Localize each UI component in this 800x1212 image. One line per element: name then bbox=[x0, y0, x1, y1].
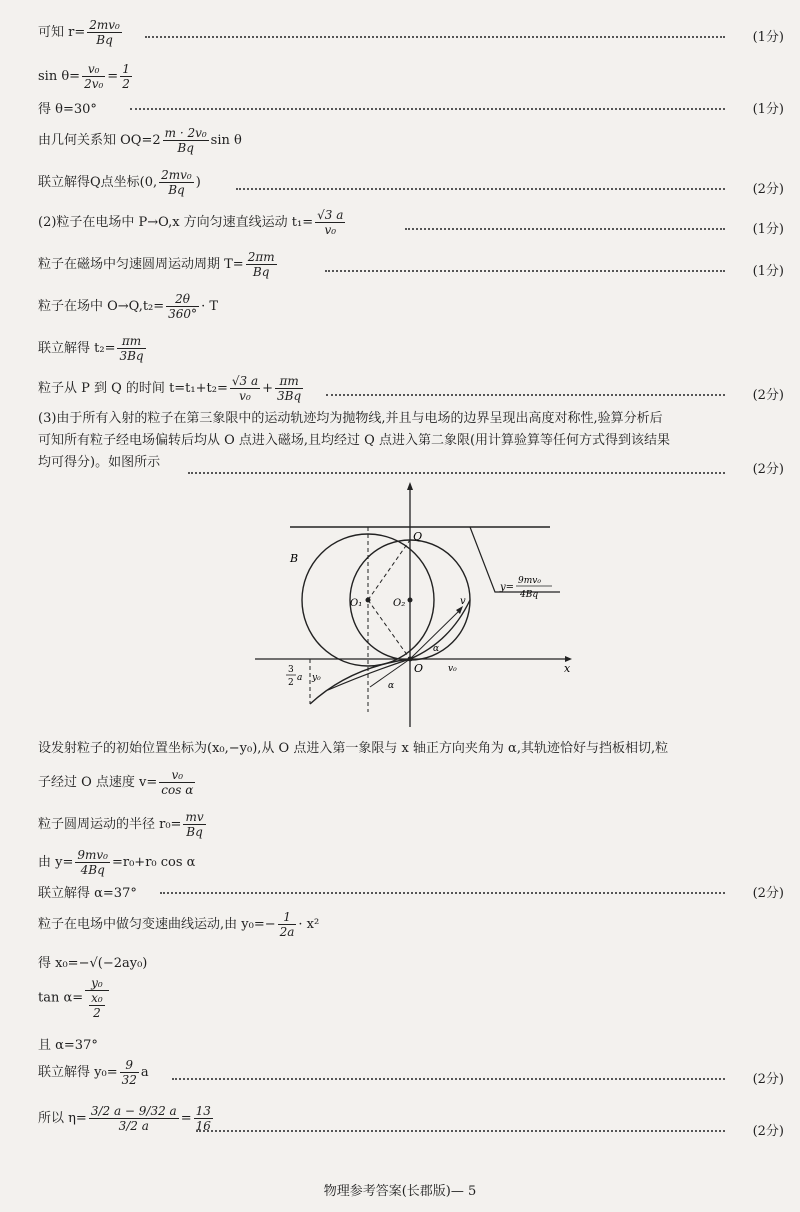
score-mark: (1分) bbox=[752, 102, 784, 117]
answer-line-t2: 联立解得 t₂= $\frac{\pi m}{3Bq}$ bbox=[38, 334, 144, 363]
label-alpha-bottom: α bbox=[388, 681, 395, 691]
dashed-radius-q bbox=[368, 540, 410, 600]
part3-row1: (3)由于所有入射的粒子在第三象限中的运动轨迹均为抛物线,并且与电场的边界呈现出高度对称性,验算分析后 bbox=[38, 411, 663, 426]
answer-line-eta: 所以 η= $\frac{3/2 a - 9/32 a}{3/2 a}$ = $\frac{13}{16}$ bbox=[38, 1104, 211, 1133]
answer-line-parabola: 粒子在电场中做匀变速曲线运动,由 y₀=− $\frac{1}{2a}$ · x² bbox=[38, 910, 320, 939]
answer-line-r0: 粒子圆周运动的半径 r₀= $\frac{mv}{Bq}$ bbox=[38, 810, 204, 839]
fraction: $\frac{13}{16}$ bbox=[195, 1104, 211, 1133]
leader-dots bbox=[130, 108, 725, 110]
fraction: $\frac{\text{v₀}}{\text{cos α}}$ bbox=[161, 768, 194, 797]
nested-fraction: x₀ 2 bbox=[91, 991, 103, 1020]
answer-line-alpha: 联立解得 α=37° bbox=[38, 886, 137, 901]
answer-line-radius: 可知 r= $\frac{\text{2mv₀}}{Bq}$ bbox=[38, 18, 120, 47]
leader-dots bbox=[196, 1130, 725, 1132]
fraction: $\frac{\text{9mv₀}}{4Bq}$ bbox=[77, 848, 108, 877]
answer-line-x0: 得 x₀=−√(−2ay₀) bbox=[38, 956, 148, 971]
setup-row1: 设发射粒子的初始位置坐标为(x₀,−y₀),从 O 点进入第一象限与 x 轴正方向夹角为 α,其轨迹恰好与挡板相切,粒 bbox=[38, 741, 669, 756]
fraction: $\frac{mv}{Bq}$ bbox=[185, 810, 204, 839]
fraction: $\frac{√3 a}{\text{v₀}}$ bbox=[231, 374, 259, 403]
label-o2: O₂ bbox=[393, 598, 406, 609]
score-mark: (2分) bbox=[752, 1072, 784, 1087]
fraction: $\frac{2\theta}{360^\circ}$ bbox=[168, 292, 198, 321]
leader-dots bbox=[188, 472, 725, 474]
fraction: $\frac{\text{m · 2v₀}}{Bq}$ bbox=[164, 126, 207, 155]
answer-line-q-coord: 联立解得Q点坐标(0, $\frac{\text{2mv₀}}{Bq}$ ) bbox=[38, 168, 201, 197]
fraction: $\frac{\text{v₀}}{\text{2v₀}}$ bbox=[84, 62, 104, 91]
label-y0: y₀ bbox=[312, 673, 321, 683]
answer-line-sin: sin θ= $\frac{\text{v₀}}{\text{2v₀}}$ = $\frac{1}{2}$ bbox=[38, 62, 130, 91]
trajectory-diagram bbox=[250, 482, 580, 732]
label-y-den: 4Bq bbox=[520, 590, 539, 600]
score-mark: (2分) bbox=[752, 388, 784, 403]
leader-dots bbox=[160, 892, 725, 894]
answer-line-y0: 联立解得 y₀= $\frac{9}{32}$ a bbox=[38, 1058, 149, 1087]
parabola-2 bbox=[328, 659, 410, 690]
part3-row3: 均可得分)。如图所示 bbox=[38, 455, 161, 470]
answer-line-y: 由 y= $\frac{\text{9mv₀}}{4Bq}$ =r₀+r₀ cos α bbox=[38, 848, 196, 877]
center-o1 bbox=[366, 598, 371, 603]
fraction: y₀ x₀ 2 bbox=[85, 976, 109, 1020]
leader-dots bbox=[172, 1078, 725, 1080]
label-left-num: 3 bbox=[288, 665, 294, 675]
fraction: $\frac{2\pi m}{Bq}$ bbox=[247, 250, 275, 279]
score-mark: (1分) bbox=[752, 264, 784, 279]
fraction: $\frac{\pi m}{3Bq}$ bbox=[119, 334, 144, 363]
score-mark: (2分) bbox=[752, 462, 784, 477]
fraction: $\frac{3/2 a - 9/32 a}{3/2 a}$ bbox=[90, 1104, 177, 1133]
part3-paragraph bbox=[38, 408, 784, 474]
label-y-eq: y= bbox=[500, 582, 515, 593]
leader-dots bbox=[145, 36, 725, 38]
fraction: $\frac{1}{2}$ bbox=[122, 62, 130, 91]
label-o1: O₁ bbox=[350, 598, 363, 609]
score-mark: (2分) bbox=[752, 886, 784, 901]
label-alpha-top: α bbox=[433, 644, 440, 654]
fraction: $\frac{\text{2mv₀}}{Bq}$ bbox=[161, 168, 192, 197]
label-left-den: 2 bbox=[288, 678, 294, 688]
center-o2 bbox=[408, 598, 413, 603]
label-y-num: 9mv₀ bbox=[518, 576, 541, 586]
fraction: $\frac{√3 a}{\text{v₀}}$ bbox=[317, 208, 344, 237]
y-axis-arrow bbox=[407, 482, 413, 490]
answer-line-oq: 由几何关系知 OQ=2 $\frac{\text{m · 2v₀}}{Bq}$ sin θ bbox=[38, 126, 242, 155]
label-leader bbox=[470, 527, 560, 592]
fraction: $\frac{9}{32}$ bbox=[121, 1058, 137, 1087]
label-x: x bbox=[564, 662, 571, 675]
label-v: v bbox=[460, 596, 466, 607]
part3-row2: 可知所有粒子经电场偏转后均从 O 点进入磁场,且均经过 Q 点进入第二象限(用计算验算等任何方式得到该结果 bbox=[38, 433, 671, 448]
answer-line-t2-def: 粒子在场中 O→Q,t₂= $\frac{2\theta}{360^\circ}$ · T bbox=[38, 292, 218, 321]
answer-line-total-time: 粒子从 P 到 Q 的时间 t=t₁+t₂= $\frac{√3 a}{\text{v₀}}$ + $\frac{\pi m}{3Bq}$ bbox=[38, 374, 302, 403]
answer-line-t1: (2)粒子在电场中 P→O,x 方向匀速直线运动 t₁= $\frac{√3 a}{\text{v₀}}$ bbox=[38, 208, 344, 237]
fraction: $\frac{\pi m}{3Bq}$ bbox=[277, 374, 302, 403]
label-o: O bbox=[414, 662, 424, 675]
label-q: Q bbox=[413, 530, 423, 543]
leader-dots bbox=[405, 228, 725, 230]
score-mark: (2分) bbox=[752, 1124, 784, 1139]
answer-line-alpha-given: 且 α=37° bbox=[38, 1038, 98, 1053]
score-mark: (2分) bbox=[752, 182, 784, 197]
part3-setup-paragraph bbox=[38, 738, 784, 797]
answer-line-period: 粒子在磁场中匀速圆周运动周期 T= $\frac{2\pi m}{Bq}$ bbox=[38, 250, 275, 279]
leader-dots bbox=[326, 394, 725, 396]
score-mark: (1分) bbox=[752, 222, 784, 237]
label-b: B bbox=[290, 552, 299, 565]
answer-line-theta: 得 θ=30° bbox=[38, 102, 97, 117]
leader-dots bbox=[236, 188, 725, 190]
label-left-a: a bbox=[297, 673, 303, 683]
leader-dots bbox=[325, 270, 725, 272]
fraction: $\frac{1}{2a}$ bbox=[279, 910, 295, 939]
label-v0: v₀ bbox=[448, 664, 457, 674]
fraction: $\frac{\text{2mv₀}}{Bq}$ bbox=[89, 18, 120, 47]
page-footer: 物理参考答案(长郡版)— 5 bbox=[323, 1184, 477, 1199]
score-mark: (1分) bbox=[752, 30, 784, 45]
setup-row2: 子经过 O 点速度 v= $\frac{\text{v₀}}{\text{cos α}}$ bbox=[38, 768, 194, 797]
answer-line-tan: tan α= y₀ x₀ 2 bbox=[38, 976, 111, 1020]
